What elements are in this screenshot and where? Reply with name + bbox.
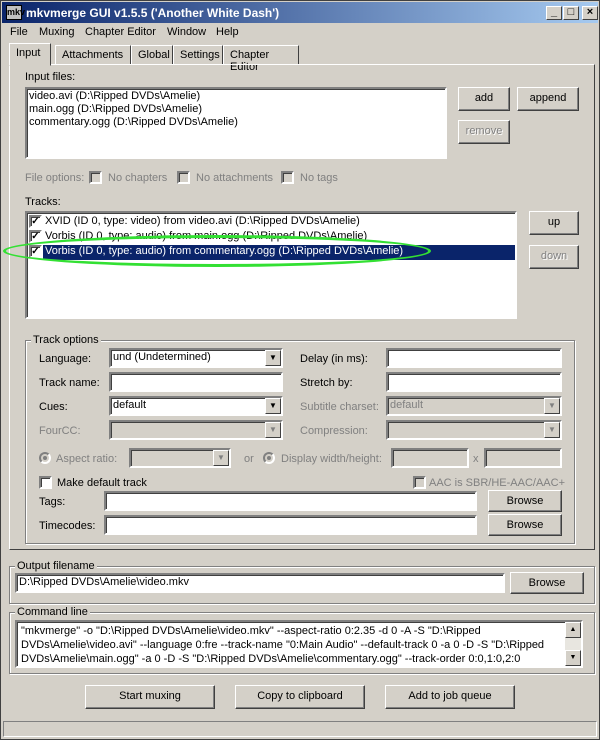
output-filename-input[interactable]: D:\Ripped DVDs\Amelie\video.mkv xyxy=(15,573,505,593)
status-bar xyxy=(3,721,597,737)
track-checkbox[interactable]: ✓ xyxy=(29,245,42,258)
minimize-button[interactable]: _ xyxy=(546,6,562,20)
tab-settings[interactable]: Settings xyxy=(173,45,223,65)
scroll-down-icon[interactable]: ▼ xyxy=(565,650,581,666)
display-dimensions-radio[interactable] xyxy=(263,452,275,464)
cues-combo[interactable] xyxy=(109,396,283,416)
aac-sbr-checkbox[interactable] xyxy=(413,476,426,489)
track-name-label: Track name: xyxy=(39,377,100,389)
output-browse-button[interactable]: Browse xyxy=(510,572,584,594)
track-name-input[interactable] xyxy=(109,372,283,392)
menu-chapter-editor[interactable]: Chapter Editor xyxy=(85,26,156,38)
fourcc-label: FourCC: xyxy=(39,425,81,437)
compression-combo[interactable] xyxy=(386,420,562,440)
tracks-list[interactable] xyxy=(25,211,517,319)
or-label: or xyxy=(244,453,254,465)
language-label: Language: xyxy=(39,353,91,365)
chevron-down-icon[interactable]: ▼ xyxy=(265,350,281,366)
command-line-title: Command line xyxy=(17,606,88,618)
tags-label: Tags: xyxy=(39,496,66,508)
tab-chapter-editor[interactable]: Chapter Editor xyxy=(223,45,299,65)
menu-file[interactable]: File xyxy=(10,26,28,38)
compression-label: Compression: xyxy=(300,425,368,437)
chevron-down-icon[interactable]: ▼ xyxy=(265,422,281,438)
track-checkbox[interactable]: ✓ xyxy=(29,230,42,243)
input-file-item[interactable]: commentary.ogg (D:\Ripped DVDs\Amelie) xyxy=(29,116,238,128)
input-file-item[interactable]: main.ogg (D:\Ripped DVDs\Amelie) xyxy=(29,103,203,115)
aspect-ratio-combo[interactable] xyxy=(129,448,231,468)
make-default-label: Make default track xyxy=(57,477,147,489)
command-scrollbar[interactable] xyxy=(565,622,581,666)
chevron-down-icon[interactable]: ▼ xyxy=(265,398,281,414)
title-bar[interactable] xyxy=(2,2,598,23)
no-chapters-label: No chapters xyxy=(108,172,168,184)
timecodes-input[interactable] xyxy=(104,515,477,535)
app-icon: mkv xyxy=(6,5,22,20)
command-line-content: "mkvmerge" -o "D:\Ripped DVDs\Amelie\video.mkv" --aspect-ratio 0:2.35 -d 0 -A -S "D:\Ripped DVDs\Amelie\video.avi" --language 0:fre --track-name "0:Main Audio" --default-track 0 -a 0 -D -S "D:\Ripped DVDs\Amelie\main.ogg" -a 0 -D -S "D:\Ripped DVDs\Amelie\commentary.ogg" --track-order 0:0,1:0,2:0 xyxy=(21,625,545,665)
cues-value: default xyxy=(113,399,147,411)
language-value: und (Undetermined) xyxy=(113,351,211,363)
remove-button[interactable]: remove xyxy=(458,120,510,144)
chevron-down-icon[interactable]: ▼ xyxy=(544,422,560,438)
track-item-selected[interactable]: Vorbis (ID 0, type: audio) from commentary.ogg (D:\Ripped DVDs\Amelie) xyxy=(45,245,404,257)
subtitle-charset-label: Subtitle charset: xyxy=(300,401,379,413)
no-chapters-checkbox[interactable] xyxy=(89,171,102,184)
scroll-up-icon[interactable]: ▲ xyxy=(565,622,581,638)
input-files-list[interactable] xyxy=(25,87,447,159)
no-tags-label: No tags xyxy=(300,172,338,184)
display-width-input[interactable] xyxy=(391,448,469,468)
no-tags-checkbox[interactable] xyxy=(281,171,294,184)
tab-attachments[interactable]: Attachments xyxy=(55,45,131,65)
chevron-down-icon[interactable]: ▼ xyxy=(213,450,229,466)
close-button[interactable]: × xyxy=(582,6,598,20)
window-title: mkvmerge GUI v1.5.5 ('Another White Dash') xyxy=(26,6,280,20)
chevron-down-icon[interactable]: ▼ xyxy=(544,398,560,414)
subtitle-charset-value: default xyxy=(390,399,424,411)
cues-label: Cues: xyxy=(39,401,68,413)
stretch-input[interactable] xyxy=(386,372,562,392)
tab-global[interactable]: Global xyxy=(131,45,173,65)
down-button[interactable]: down xyxy=(529,245,579,269)
track-checkbox[interactable]: ✓ xyxy=(29,215,42,228)
no-attachments-checkbox[interactable] xyxy=(177,171,190,184)
timecodes-label: Timecodes: xyxy=(39,520,96,532)
menu-muxing[interactable]: Muxing xyxy=(39,26,75,38)
tab-input[interactable]: Input xyxy=(9,43,51,66)
tags-browse-button[interactable]: Browse xyxy=(488,490,562,512)
fourcc-combo[interactable] xyxy=(109,420,283,440)
language-combo[interactable] xyxy=(109,348,283,368)
aspect-ratio-label: Aspect ratio: xyxy=(56,453,118,465)
up-button[interactable]: up xyxy=(529,211,579,235)
track-item[interactable]: XVID (ID 0, type: video) from video.avi (D:\Ripped DVDs\Amelie) xyxy=(45,215,360,227)
subtitle-charset-combo[interactable] xyxy=(386,396,562,416)
x-label: x xyxy=(473,453,479,465)
copy-to-clipboard-button[interactable]: Copy to clipboard xyxy=(235,685,365,709)
file-options-label: File options: xyxy=(25,172,85,184)
delay-label: Delay (in ms): xyxy=(300,353,368,365)
input-files-label: Input files: xyxy=(25,71,76,83)
track-item[interactable]: Vorbis (ID 0, type: audio) from main.ogg (D:\Ripped DVDs\Amelie) xyxy=(45,230,368,242)
track-options-title: Track options xyxy=(33,334,99,346)
menu-window[interactable]: Window xyxy=(167,26,207,38)
display-height-input[interactable] xyxy=(484,448,562,468)
maximize-button[interactable]: □ xyxy=(563,6,579,20)
no-attachments-label: No attachments xyxy=(196,172,274,184)
delay-input[interactable] xyxy=(386,348,562,368)
display-dimensions-label: Display width/height: xyxy=(281,453,382,465)
aspect-ratio-radio[interactable] xyxy=(39,452,51,464)
tracks-label: Tracks: xyxy=(25,196,61,208)
menu-help[interactable]: Help xyxy=(216,26,239,38)
command-line-text[interactable] xyxy=(15,620,583,668)
menu-bar xyxy=(2,24,598,42)
output-filename-title: Output filename xyxy=(17,560,95,572)
start-muxing-button[interactable]: Start muxing xyxy=(85,685,215,709)
timecodes-browse-button[interactable]: Browse xyxy=(488,514,562,536)
input-file-item[interactable]: video.avi (D:\Ripped DVDs\Amelie) xyxy=(29,90,201,102)
tags-input[interactable] xyxy=(104,491,477,511)
add-to-job-queue-button[interactable]: Add to job queue xyxy=(385,685,515,709)
stretch-label: Stretch by: xyxy=(300,377,353,389)
make-default-checkbox[interactable] xyxy=(39,476,52,489)
append-button[interactable]: append xyxy=(517,87,579,111)
aac-sbr-label: AAC is SBR/HE-AAC/AAC+ xyxy=(429,477,566,489)
add-button[interactable]: add xyxy=(458,87,510,111)
